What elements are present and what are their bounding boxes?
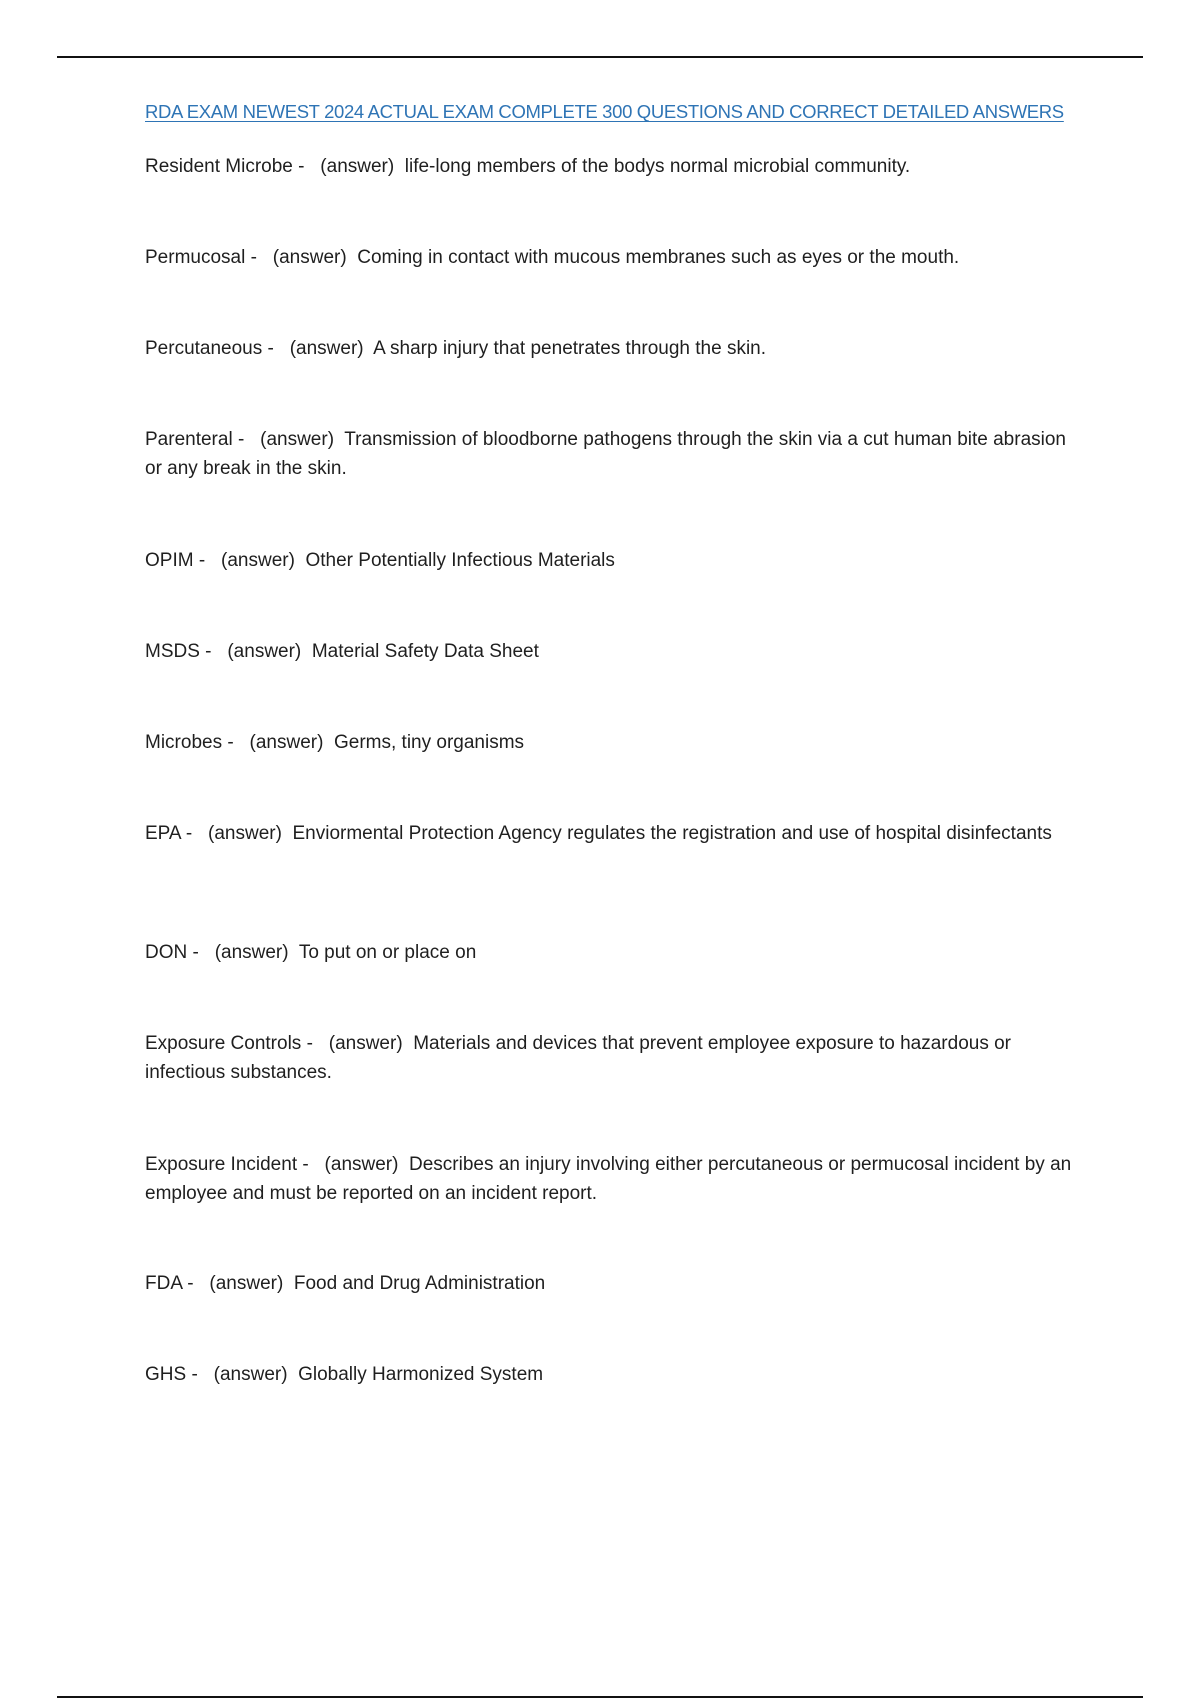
answer-tag: (answer) bbox=[328, 1033, 414, 1054]
answer-tag: (answer) bbox=[289, 338, 374, 359]
qa-entry bbox=[145, 1269, 1085, 1298]
answer-tag: (answer) bbox=[320, 156, 405, 177]
entry-definition: Materials and devices that prevent employee exposure to hazardous or infectious substances. bbox=[145, 1033, 1012, 1083]
entry-term: Permucosal bbox=[145, 247, 246, 268]
entry-separator: - bbox=[193, 550, 222, 571]
entry-definition: Germs, tiny organisms bbox=[334, 732, 525, 753]
qa-entry bbox=[145, 425, 1085, 483]
entry-definition: A sharp injury that penetrates through the skin. bbox=[373, 338, 767, 359]
answer-tag: (answer) bbox=[208, 823, 293, 844]
entry-definition: Globally Harmonized System bbox=[298, 1364, 544, 1385]
entry-term: EPA bbox=[145, 823, 181, 844]
entry-term: MSDS bbox=[145, 641, 200, 662]
entry-term: FDA bbox=[145, 1273, 182, 1294]
entry-separator: - bbox=[199, 641, 228, 662]
footer-rule bbox=[57, 1696, 1143, 1698]
entry-term: Parenteral bbox=[145, 429, 233, 450]
qa-entry bbox=[145, 243, 1085, 272]
answer-tag: (answer) bbox=[221, 550, 306, 571]
entry-definition: Other Potentially Infectious Materials bbox=[305, 550, 615, 571]
answer-tag: (answer) bbox=[214, 942, 299, 963]
entry-term: Resident Microbe bbox=[145, 156, 293, 177]
entry-separator: - bbox=[262, 338, 290, 359]
entry-term: Exposure Incident bbox=[145, 1154, 298, 1175]
answer-tag: (answer) bbox=[272, 247, 358, 268]
answer-tag: (answer) bbox=[213, 1364, 299, 1385]
answer-tag: (answer) bbox=[260, 429, 345, 450]
entry-separator: - bbox=[187, 942, 215, 963]
entry-definition: To put on or place on bbox=[298, 942, 477, 963]
qa-entry bbox=[145, 546, 1085, 575]
entry-definition: Transmission of bloodborne pathogens through the skin via a cut human bite abrasion or any break in the skin. bbox=[145, 429, 1066, 479]
entry-definition: Describes an injury involving either percutaneous or permucosal incident by an employee and must be reported on an incident report. bbox=[145, 1154, 1072, 1204]
entry-separator: - bbox=[181, 1273, 210, 1294]
entry-term: Percutaneous bbox=[145, 338, 263, 359]
qa-entry bbox=[145, 152, 1085, 181]
answer-tag: (answer) bbox=[249, 732, 334, 753]
qa-entry bbox=[145, 637, 1085, 666]
header-rule bbox=[57, 56, 1143, 58]
entry-separator: - bbox=[292, 156, 321, 177]
entry-definition: Material Safety Data Sheet bbox=[311, 641, 539, 662]
entry-term: Exposure Controls bbox=[145, 1033, 302, 1054]
entry-term: OPIM bbox=[145, 550, 194, 571]
answer-tag: (answer) bbox=[209, 1273, 294, 1294]
qa-entry bbox=[145, 819, 1085, 848]
qa-entry bbox=[145, 938, 1085, 967]
entry-definition: Food and Drug Administration bbox=[293, 1273, 546, 1294]
entry-term: GHS bbox=[145, 1364, 187, 1385]
document-title[interactable]: RDA EXAM NEWEST 2024 ACTUAL EXAM COMPLETE 300 QUESTIONS AND CORRECT DETAILED ANSWERS bbox=[145, 101, 1064, 122]
document-body bbox=[145, 99, 1085, 1385]
entry-separator: - bbox=[180, 823, 209, 844]
qa-entry bbox=[145, 1150, 1085, 1208]
qa-entry bbox=[145, 1029, 1085, 1087]
qa-entry bbox=[145, 728, 1085, 757]
entry-separator: - bbox=[297, 1154, 325, 1175]
entry-definition: life-long members of the bodys normal microbial community. bbox=[404, 156, 911, 177]
entry-separator: - bbox=[222, 732, 250, 753]
answer-tag: (answer) bbox=[227, 641, 312, 662]
entry-separator: - bbox=[245, 247, 273, 268]
entry-definition: Coming in contact with mucous membranes such as eyes or the mouth. bbox=[357, 247, 960, 268]
qa-entry bbox=[145, 1360, 1085, 1389]
entry-definition: Enviormental Protection Agency regulates the registration and use of hospital disinfectants bbox=[292, 823, 1052, 844]
answer-tag: (answer) bbox=[324, 1154, 410, 1175]
entry-term: Microbes bbox=[145, 732, 223, 753]
entry-term: DON bbox=[145, 942, 188, 963]
entry-separator: - bbox=[301, 1033, 329, 1054]
qa-entry bbox=[145, 334, 1085, 363]
entry-separator: - bbox=[186, 1364, 214, 1385]
entry-separator: - bbox=[232, 429, 261, 450]
